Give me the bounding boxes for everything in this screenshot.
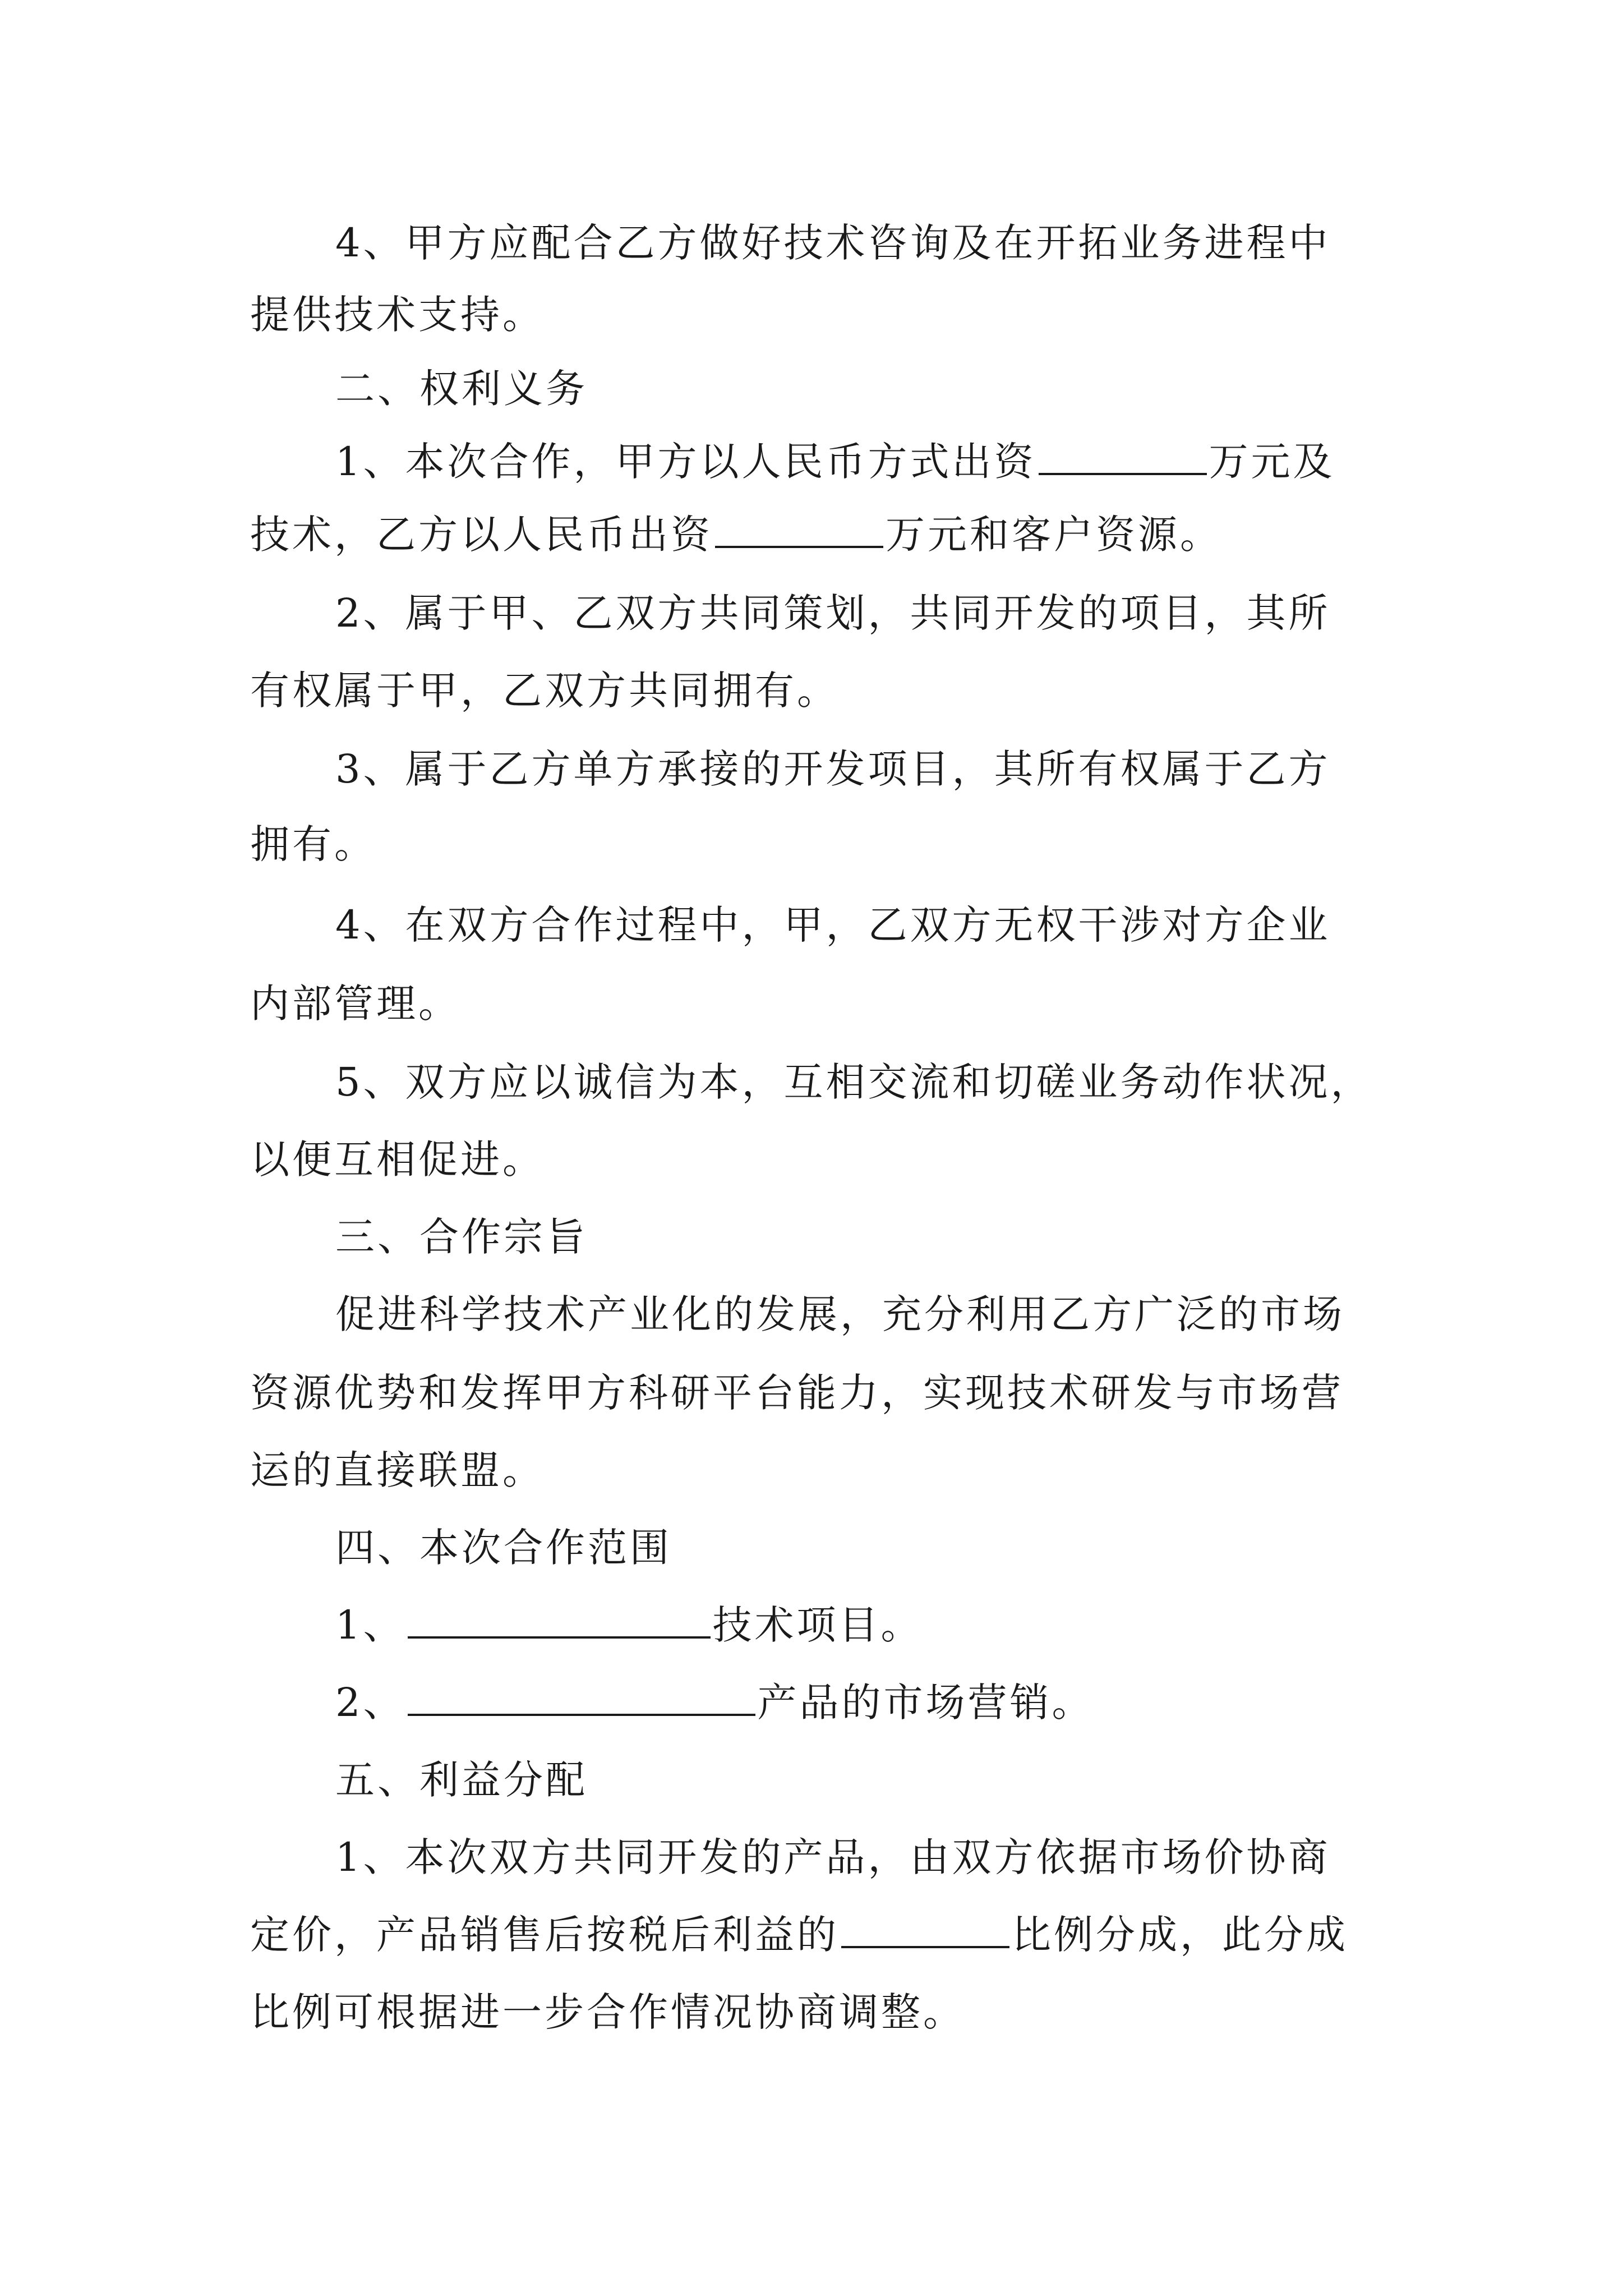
fill-in-blank [841, 1912, 1009, 1948]
line-text: 促进科学技术产业化的发展，充分利用乙方广泛的市场 [335, 1291, 1345, 1337]
paragraph-line [0, 1594, 1623, 1656]
line-text-before-blank: 2、 [335, 1680, 405, 1726]
paragraph-line [0, 1826, 1623, 1888]
paragraph-line [0, 212, 1623, 274]
paragraph-line [0, 1439, 1623, 1501]
line-text: 2、属于甲、乙双方共同策划，共同开发的项目，其所 [335, 590, 1331, 636]
line-text: 5、双方应以诚信为本，互相交流和切磋业务动作状况， [335, 1059, 1373, 1105]
line-text-after-blank: 比例分成，此分成 [1012, 1912, 1348, 1958]
line-text-before-blank: 定价，产品销售后按税后利益的 [250, 1912, 839, 1958]
paragraph-line [0, 973, 1623, 1034]
paragraph-line [0, 504, 1623, 565]
line-text-after-blank: 技术项目。 [712, 1602, 923, 1648]
line-text: 资源优势和发挥甲方科研平台能力，实现技术研发与市场营 [250, 1370, 1344, 1416]
paragraph-line [0, 1904, 1623, 1966]
paragraph-line [0, 284, 1623, 346]
line-text-after-blank: 万元及 [1209, 439, 1335, 485]
line-text: 以便互相促进。 [250, 1137, 545, 1182]
paragraph-line [0, 1283, 1623, 1345]
fill-in-blank [1039, 439, 1207, 475]
section-heading [0, 1517, 1623, 1579]
fill-in-blank [408, 1603, 711, 1639]
line-text-before-blank: 1、本次合作，甲方以人民币方式出资 [335, 439, 1036, 485]
line-text-before-blank: 1、 [335, 1602, 405, 1648]
paragraph-line [0, 1672, 1623, 1733]
paragraph-line [0, 582, 1623, 644]
line-text: 比例可根据进一步合作情况协商调整。 [250, 1989, 965, 2035]
line-text: 运的直接联盟。 [250, 1447, 545, 1493]
section-heading [0, 1206, 1623, 1268]
fill-in-blank [715, 512, 883, 548]
line-text: 3、属于乙方单方承接的开发项目，其所有权属于乙方 [335, 746, 1331, 792]
section-heading [0, 1749, 1623, 1811]
line-text: 有权属于甲，乙双方共同拥有。 [250, 668, 839, 714]
fill-in-blank [408, 1680, 755, 1716]
line-text: 4、甲方应配合乙方做好技术咨询及在开拓业务进程中 [335, 220, 1331, 266]
line-text-after-blank: 产品的市场营销。 [757, 1680, 1094, 1726]
paragraph-line [0, 1051, 1623, 1113]
paragraph-line [0, 431, 1623, 493]
section-heading-text: 五、利益分配 [335, 1757, 588, 1803]
section-heading-text: 三、合作宗旨 [335, 1214, 588, 1260]
paragraph-line [0, 813, 1623, 875]
paragraph-line [0, 1129, 1623, 1190]
paragraph-line [0, 1981, 1623, 2043]
line-text-before-blank: 技术，乙方以人民币出资 [250, 512, 713, 558]
line-text-after-blank: 万元和客户资源。 [886, 512, 1222, 558]
line-text: 拥有。 [250, 821, 376, 867]
line-text: 4、在双方合作过程中，甲，乙双方无权干涉对方企业 [335, 902, 1331, 948]
section-heading [0, 358, 1623, 420]
line-text: 内部管理。 [250, 981, 460, 1027]
section-heading-text: 四、本次合作范围 [335, 1525, 672, 1571]
section-heading-text: 二、权利义务 [335, 366, 588, 412]
paragraph-line [0, 738, 1623, 800]
paragraph-line [0, 894, 1623, 956]
line-text: 1、本次双方共同开发的产品，由双方依据市场价协商 [335, 1834, 1331, 1880]
paragraph-line [0, 1362, 1623, 1424]
paragraph-line [0, 660, 1623, 721]
line-text: 提供技术支持。 [250, 292, 545, 338]
